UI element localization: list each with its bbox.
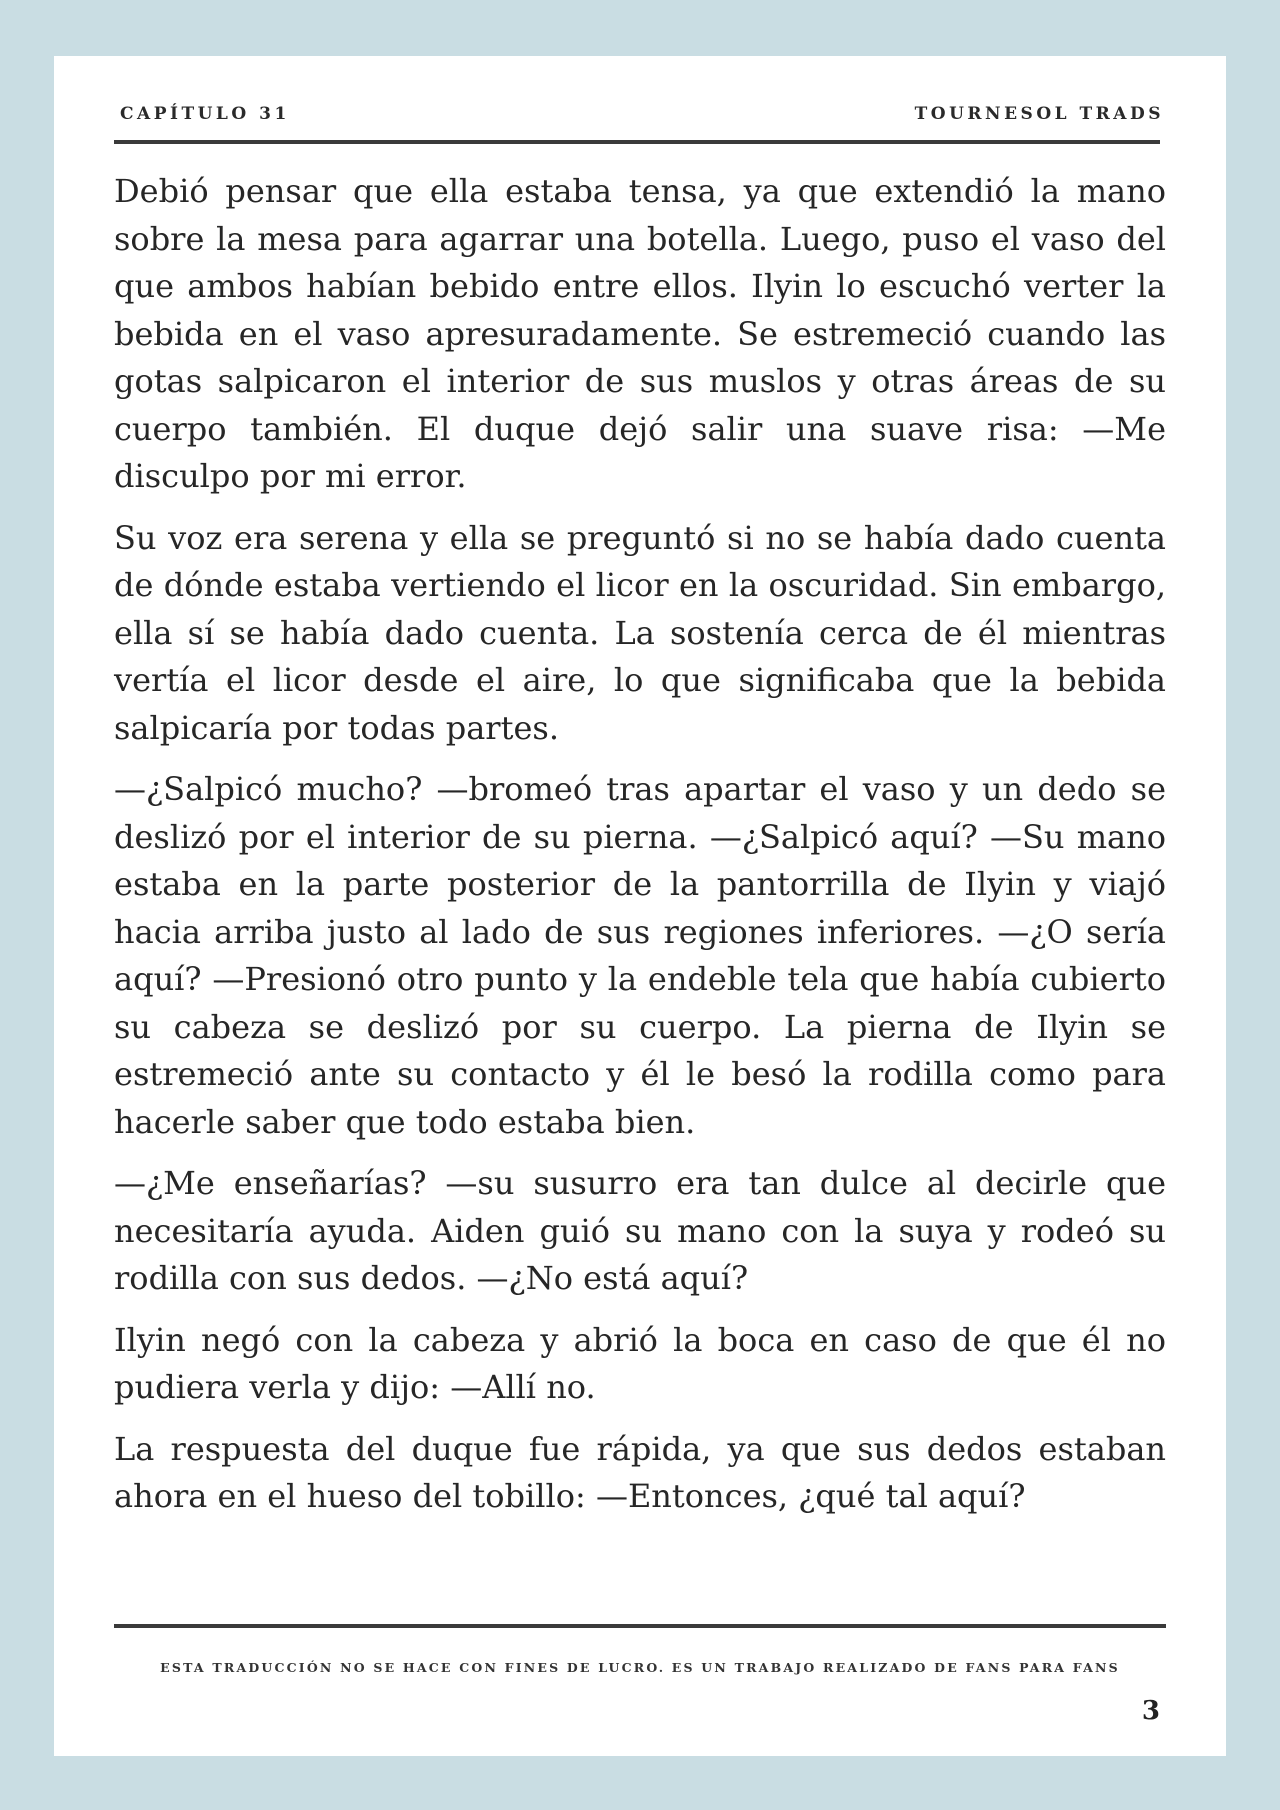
chapter-body [114, 168, 1166, 1535]
group-name: TOURNESOL TRADS [914, 104, 1164, 124]
header-divider [114, 140, 1160, 144]
footer-divider [114, 1624, 1166, 1628]
paragraph: La respuesta del duque fue rápida, ya que sus dedos estaban ahora en el hueso del tobillo: —Entonces, ¿qué tal aquí? [114, 1429, 1166, 1515]
paragraph: —¿Me enseñarías? —su susurro era tan dulce al decirle que necesitaría ayuda. Aiden guió su mano con la suya y rodeó su rodilla con sus dedos. —¿No está aquí? [114, 1164, 1166, 1297]
chapter-label: CAPÍTULO 31 [120, 104, 290, 124]
page-header [116, 104, 1164, 128]
page-number: 3 [1141, 1696, 1160, 1726]
footer-disclaimer: ESTA TRADUCCIÓN NO SE HACE CON FINES DE LUCRO. ES UN TRABAJO REALIZADO DE FANS PARA FANS [160, 1660, 1120, 1675]
paragraph: Ilyin negó con la cabeza y abrió la boca en caso de que él no pudiera verla y dijo: —Allí no. [114, 1320, 1166, 1406]
paragraph: Su voz era serena y ella se preguntó si no se había dado cuenta de dónde estaba vertiendo el licor en la oscuridad. Sin embargo, ella sí se había dado cuenta. La sostenía cerca de él mientras vertía el licor desde el aire, lo que significaba que la bebida salpicaría por todas partes. [114, 518, 1166, 747]
document-page [54, 56, 1226, 1756]
paragraph: —¿Salpicó mucho? —bromeó tras apartar el vaso y un dedo se deslizó por el interior de su pierna. —¿Salpicó aquí? —Su mano estaba en la parte posterior de la pantorrilla de Ilyin y viajó hacia arriba justo al lado de sus regiones inferiores. —¿O sería aquí? —Presionó otro punto y la endeble tela que había cubierto su cabeza se deslizó por su cuerpo. La pierna de Ilyin se estremeció ante su contacto y él le besó la rodilla como para hacerle saber que todo estaba bien. [114, 770, 1166, 1141]
paragraph: Debió pensar que ella estaba tensa, ya que extendió la mano sobre la mesa para agarrar una botella. Luego, puso el vaso del que ambos habían bebido entre ellos. Ilyin lo escuchó verter la bebida en el vaso apresuradamente. Se estremeció cuando las gotas salpicaron el interior de sus muslos y otras áreas de su cuerpo también. El duque dejó salir una suave risa: —Me disculpo por mi error. [114, 172, 1166, 495]
